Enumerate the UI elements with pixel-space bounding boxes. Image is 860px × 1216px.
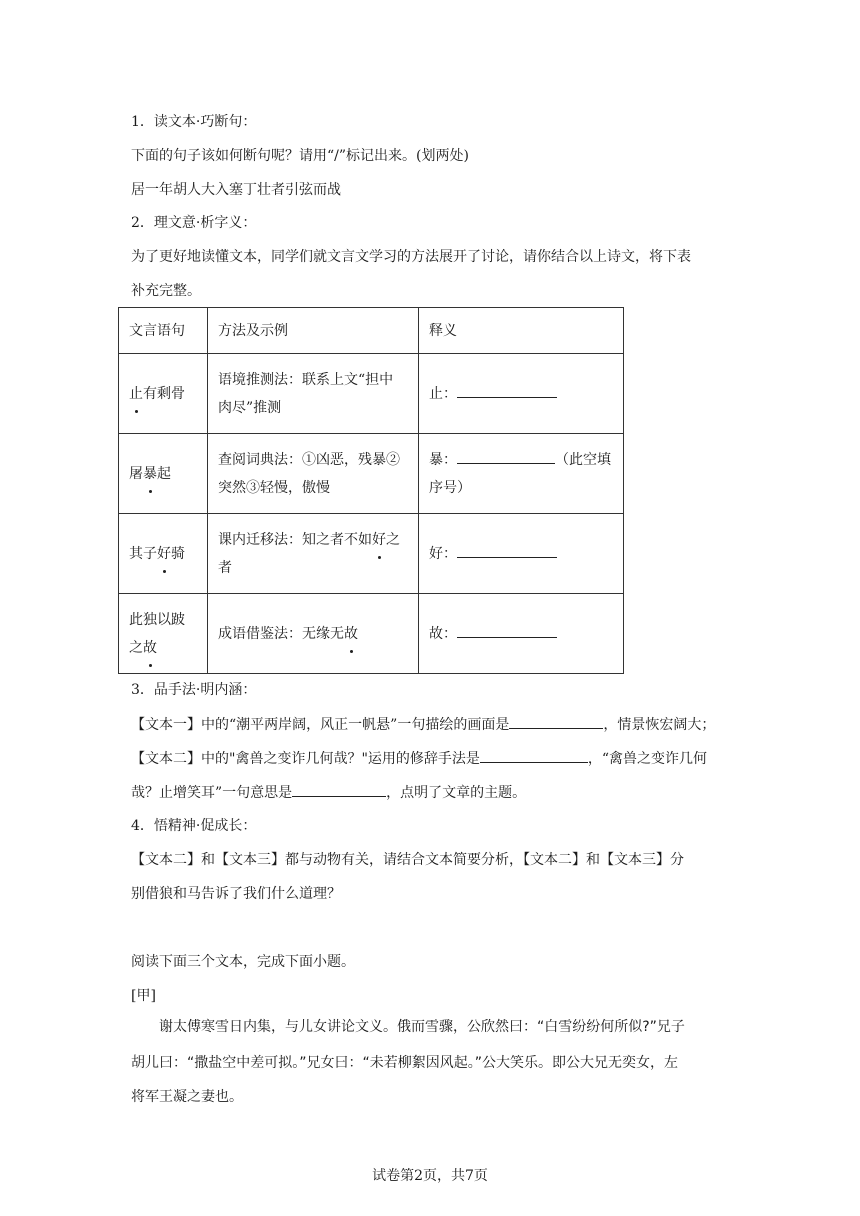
method-cell — [208, 514, 419, 594]
q3-line2 — [131, 748, 731, 769]
answer-blank[interactable] — [457, 623, 557, 638]
table-header: 方法及示例 — [208, 308, 419, 354]
phrase-cell — [119, 594, 208, 674]
phrase-text: 之 — [129, 639, 143, 656]
method-cell — [208, 354, 419, 434]
answer-cell — [419, 434, 624, 514]
emphasis-char: 好 — [157, 540, 171, 568]
phrase-text: 有剩骨 — [143, 385, 185, 402]
vocab-table — [118, 307, 624, 674]
answer-label: 暴： — [429, 451, 457, 468]
q3-title: 3．品手法·明内涵： — [131, 682, 257, 698]
phrase-text: 起 — [157, 465, 171, 482]
q3-line1 — [131, 714, 731, 735]
q3-text: 哉？止增笑耳”一句意思是 — [131, 785, 293, 801]
q4-line2: 别借狼和马告诉了我们什么道理？ — [131, 886, 341, 902]
table-header-row — [119, 308, 624, 354]
phrase-text: 骑 — [171, 545, 185, 562]
method-text: 突然③轻慢，傲慢 — [218, 479, 330, 496]
answer-label: 故： — [429, 625, 457, 642]
passage-label: [甲] — [131, 988, 156, 1004]
answer-cell — [419, 354, 624, 434]
emphasis-char: 止 — [129, 380, 143, 408]
table-row — [119, 514, 624, 594]
answer-blank[interactable] — [509, 714, 603, 729]
q3-text: 【文本二】中的"禽兽之变诈几何哉？"运用的修辞手法是 — [131, 751, 480, 767]
q1-title: 1．读文本·巧断句： — [131, 114, 257, 130]
answer-note: 序号） — [429, 479, 471, 496]
q2-intro-line2: 补充完整。 — [131, 283, 201, 299]
answer-blank[interactable] — [292, 782, 386, 797]
q1-instruction: 下面的句子该如何断句呢？请用“/”标记出来。(划两处) — [131, 148, 469, 164]
table-header: 释义 — [419, 308, 624, 354]
method-text: 者 — [218, 559, 232, 576]
q3-text: ，点明了文章的主题。 — [386, 785, 527, 801]
method-cell — [208, 594, 419, 674]
reading-intro: 阅读下面三个文本，完成下面小题。 — [131, 954, 355, 970]
table-row — [119, 434, 624, 514]
q4-title: 4．悟精神·促成长： — [131, 818, 257, 834]
phrase-text: 其子 — [129, 545, 157, 562]
answer-label: 止： — [429, 385, 457, 402]
q2-title: 2．理文意·析字义： — [131, 215, 257, 231]
answer-cell — [419, 514, 624, 594]
q4-line1: 【文本二】和【文本三】都与动物有关，请结合文本简要分析，【文本二】和【文本三】分 — [131, 852, 684, 868]
phrase-cell — [119, 354, 208, 434]
q3-text: ，情景恢宏阔大； — [603, 717, 716, 733]
answer-blank[interactable] — [457, 543, 557, 558]
answer-note: （此空填 — [555, 451, 611, 468]
q3-text: 【文本一】中的“潮平两岸阔，风正一帆悬”一句描绘的画面是 — [131, 717, 510, 733]
page-footer: 试卷第2页，共7页 — [372, 1168, 488, 1184]
table-row — [119, 594, 624, 674]
method-text: 语境推测法：联系上文“担中 — [218, 371, 394, 388]
phrase-text: 屠 — [129, 465, 143, 482]
table-header: 文言语句 — [119, 308, 208, 354]
answer-cell — [419, 594, 624, 674]
method-cell — [208, 434, 419, 514]
phrase-text: 此独以跛 — [129, 611, 185, 628]
method-text: 课内迁移法：知之者不如 — [218, 531, 372, 548]
method-text: 成语借鉴法：无缘无 — [218, 625, 344, 642]
phrase-cell — [119, 434, 208, 514]
q1-sentence: 居一年胡人大入塞丁壮者引弦而战 — [131, 182, 341, 198]
q3-text: ，“禽兽之变诈几何 — [587, 751, 708, 767]
passage-line: 胡儿曰：“撒盐空中差可拟。”兄女曰：“未若柳絮因风起。”公大笑乐。即公大兄无奕女，左 — [131, 1055, 679, 1071]
method-text: 查阅词典法：①凶恶，残暴② — [218, 451, 400, 468]
method-text: 之 — [386, 531, 400, 548]
q3-line3 — [131, 782, 731, 803]
q2-intro-line1: 为了更好地读懂文本，同学们就文言文学习的方法展开了讨论，请你结合以上诗文，将下表 — [131, 249, 691, 265]
emphasis-char: 暴 — [143, 460, 157, 488]
phrase-cell — [119, 514, 208, 594]
answer-blank[interactable] — [457, 383, 557, 398]
answer-blank[interactable] — [480, 748, 588, 763]
answer-blank[interactable] — [457, 449, 555, 464]
passage-line: 谢太傅寒雪日内集，与儿女讲论文义。俄而雪骤，公欣然曰：“白雪纷纷何所似?”兄子 — [159, 1019, 685, 1035]
passage-line: 将军王凝之妻也。 — [131, 1089, 243, 1105]
emphasis-char: 好 — [372, 526, 386, 554]
emphasis-char: 故 — [344, 620, 358, 648]
answer-label: 好： — [429, 545, 457, 562]
table-row — [119, 354, 624, 434]
emphasis-char: 故 — [143, 634, 157, 662]
method-text: 肉尽”推测 — [218, 399, 282, 416]
